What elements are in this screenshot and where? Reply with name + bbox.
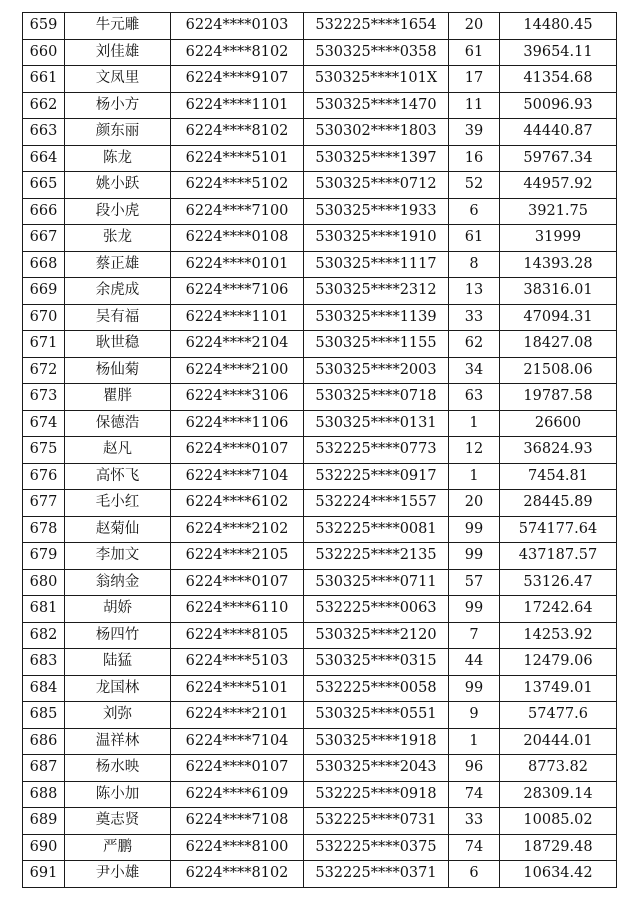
amount-cell: 18427.08 bbox=[500, 331, 617, 358]
row-number-cell: 686 bbox=[23, 728, 65, 755]
id-number-cell: 532225****0371 bbox=[304, 861, 449, 888]
bank-card-cell: 6224****5103 bbox=[171, 649, 304, 676]
count-cell: 33 bbox=[449, 808, 500, 835]
name-cell: 颜东丽 bbox=[65, 119, 171, 146]
bank-card-cell: 6224****7104 bbox=[171, 463, 304, 490]
table-row bbox=[23, 437, 617, 464]
amount-cell: 28445.89 bbox=[500, 490, 617, 517]
table-row bbox=[23, 384, 617, 411]
amount-cell: 17242.64 bbox=[500, 596, 617, 623]
id-number-cell: 532225****0773 bbox=[304, 437, 449, 464]
count-cell: 52 bbox=[449, 172, 500, 199]
table-row bbox=[23, 755, 617, 782]
id-number-cell: 530325****0718 bbox=[304, 384, 449, 411]
table-row bbox=[23, 516, 617, 543]
name-cell: 张龙 bbox=[65, 225, 171, 252]
id-number-cell: 530325****2120 bbox=[304, 622, 449, 649]
name-cell: 温祥林 bbox=[65, 728, 171, 755]
row-number-cell: 671 bbox=[23, 331, 65, 358]
bank-card-cell: 6224****7106 bbox=[171, 278, 304, 305]
name-cell: 瞿胖 bbox=[65, 384, 171, 411]
table-row bbox=[23, 781, 617, 808]
table-row bbox=[23, 728, 617, 755]
row-number-cell: 665 bbox=[23, 172, 65, 199]
row-number-cell: 690 bbox=[23, 834, 65, 861]
id-number-cell: 532225****0917 bbox=[304, 463, 449, 490]
amount-cell: 7454.81 bbox=[500, 463, 617, 490]
row-number-cell: 691 bbox=[23, 861, 65, 888]
id-number-cell: 530325****1918 bbox=[304, 728, 449, 755]
id-number-cell: 530325****1910 bbox=[304, 225, 449, 252]
row-number-cell: 664 bbox=[23, 145, 65, 172]
amount-cell: 437187.57 bbox=[500, 543, 617, 570]
bank-card-cell: 6224****2104 bbox=[171, 331, 304, 358]
row-number-cell: 678 bbox=[23, 516, 65, 543]
count-cell: 61 bbox=[449, 39, 500, 66]
row-number-cell: 675 bbox=[23, 437, 65, 464]
id-number-cell: 532224****1557 bbox=[304, 490, 449, 517]
row-number-cell: 661 bbox=[23, 66, 65, 93]
id-number-cell: 532225****0375 bbox=[304, 834, 449, 861]
id-number-cell: 530325****1155 bbox=[304, 331, 449, 358]
table-row bbox=[23, 596, 617, 623]
table-row bbox=[23, 278, 617, 305]
row-number-cell: 667 bbox=[23, 225, 65, 252]
name-cell: 严鹏 bbox=[65, 834, 171, 861]
row-number-cell: 659 bbox=[23, 13, 65, 40]
count-cell: 99 bbox=[449, 516, 500, 543]
row-number-cell: 689 bbox=[23, 808, 65, 835]
id-number-cell: 532225****0058 bbox=[304, 675, 449, 702]
bank-card-cell: 6224****0103 bbox=[171, 13, 304, 40]
name-cell: 高怀飞 bbox=[65, 463, 171, 490]
amount-cell: 13749.01 bbox=[500, 675, 617, 702]
table-row bbox=[23, 198, 617, 225]
name-cell: 尹小雄 bbox=[65, 861, 171, 888]
table-row bbox=[23, 808, 617, 835]
id-number-cell: 532225****0918 bbox=[304, 781, 449, 808]
amount-cell: 50096.93 bbox=[500, 92, 617, 119]
table-row bbox=[23, 357, 617, 384]
row-number-cell: 670 bbox=[23, 304, 65, 331]
name-cell: 毛小红 bbox=[65, 490, 171, 517]
table-row bbox=[23, 463, 617, 490]
amount-cell: 14480.45 bbox=[500, 13, 617, 40]
name-cell: 李加文 bbox=[65, 543, 171, 570]
name-cell: 杨仙菊 bbox=[65, 357, 171, 384]
bank-card-cell: 6224****0107 bbox=[171, 437, 304, 464]
id-number-cell: 532225****2135 bbox=[304, 543, 449, 570]
id-number-cell: 532225****0063 bbox=[304, 596, 449, 623]
id-number-cell: 530325****1470 bbox=[304, 92, 449, 119]
count-cell: 99 bbox=[449, 543, 500, 570]
table-row bbox=[23, 410, 617, 437]
amount-cell: 47094.31 bbox=[500, 304, 617, 331]
table-row bbox=[23, 251, 617, 278]
id-number-cell: 530325****1933 bbox=[304, 198, 449, 225]
table-row bbox=[23, 172, 617, 199]
name-cell: 赵凡 bbox=[65, 437, 171, 464]
amount-cell: 20444.01 bbox=[500, 728, 617, 755]
bank-card-cell: 6224****1101 bbox=[171, 304, 304, 331]
bank-card-cell: 6224****2101 bbox=[171, 702, 304, 729]
count-cell: 74 bbox=[449, 834, 500, 861]
row-number-cell: 674 bbox=[23, 410, 65, 437]
row-number-cell: 676 bbox=[23, 463, 65, 490]
table-row bbox=[23, 304, 617, 331]
id-number-cell: 530325****0712 bbox=[304, 172, 449, 199]
count-cell: 17 bbox=[449, 66, 500, 93]
bank-card-cell: 6224****5101 bbox=[171, 145, 304, 172]
name-cell: 杨水映 bbox=[65, 755, 171, 782]
row-number-cell: 669 bbox=[23, 278, 65, 305]
bank-card-cell: 6224****9107 bbox=[171, 66, 304, 93]
count-cell: 1 bbox=[449, 728, 500, 755]
amount-cell: 31999 bbox=[500, 225, 617, 252]
count-cell: 39 bbox=[449, 119, 500, 146]
count-cell: 20 bbox=[449, 490, 500, 517]
row-number-cell: 662 bbox=[23, 92, 65, 119]
id-number-cell: 530325****2312 bbox=[304, 278, 449, 305]
amount-cell: 28309.14 bbox=[500, 781, 617, 808]
id-number-cell: 530325****0551 bbox=[304, 702, 449, 729]
bank-card-cell: 6224****0108 bbox=[171, 225, 304, 252]
id-number-cell: 530325****101X bbox=[304, 66, 449, 93]
id-number-cell: 532225****0731 bbox=[304, 808, 449, 835]
bank-card-cell: 6224****1106 bbox=[171, 410, 304, 437]
id-number-cell: 530325****0315 bbox=[304, 649, 449, 676]
name-cell: 余虎成 bbox=[65, 278, 171, 305]
bank-card-cell: 6224****2102 bbox=[171, 516, 304, 543]
bank-card-cell: 6224****0101 bbox=[171, 251, 304, 278]
name-cell: 陈小加 bbox=[65, 781, 171, 808]
bank-card-cell: 6224****8102 bbox=[171, 119, 304, 146]
name-cell: 姚小跃 bbox=[65, 172, 171, 199]
amount-cell: 38316.01 bbox=[500, 278, 617, 305]
count-cell: 99 bbox=[449, 596, 500, 623]
row-number-cell: 685 bbox=[23, 702, 65, 729]
row-number-cell: 663 bbox=[23, 119, 65, 146]
row-number-cell: 666 bbox=[23, 198, 65, 225]
count-cell: 11 bbox=[449, 92, 500, 119]
count-cell: 1 bbox=[449, 410, 500, 437]
amount-cell: 36824.93 bbox=[500, 437, 617, 464]
name-cell: 吴有福 bbox=[65, 304, 171, 331]
count-cell: 33 bbox=[449, 304, 500, 331]
name-cell: 胡娇 bbox=[65, 596, 171, 623]
name-cell: 刘佳雄 bbox=[65, 39, 171, 66]
payment-roster-table bbox=[22, 12, 617, 888]
bank-card-cell: 6224****5102 bbox=[171, 172, 304, 199]
table-row bbox=[23, 569, 617, 596]
table-row bbox=[23, 490, 617, 517]
name-cell: 翁纳金 bbox=[65, 569, 171, 596]
amount-cell: 41354.68 bbox=[500, 66, 617, 93]
name-cell: 耿世稳 bbox=[65, 331, 171, 358]
id-number-cell: 530302****1803 bbox=[304, 119, 449, 146]
table-row bbox=[23, 225, 617, 252]
row-number-cell: 660 bbox=[23, 39, 65, 66]
row-number-cell: 680 bbox=[23, 569, 65, 596]
count-cell: 62 bbox=[449, 331, 500, 358]
amount-cell: 14253.92 bbox=[500, 622, 617, 649]
id-number-cell: 532225****0081 bbox=[304, 516, 449, 543]
bank-card-cell: 6224****6110 bbox=[171, 596, 304, 623]
name-cell: 龙国林 bbox=[65, 675, 171, 702]
row-number-cell: 688 bbox=[23, 781, 65, 808]
name-cell: 牛元雕 bbox=[65, 13, 171, 40]
id-number-cell: 530325****2043 bbox=[304, 755, 449, 782]
amount-cell: 26600 bbox=[500, 410, 617, 437]
amount-cell: 44957.92 bbox=[500, 172, 617, 199]
row-number-cell: 679 bbox=[23, 543, 65, 570]
name-cell: 刘弥 bbox=[65, 702, 171, 729]
bank-card-cell: 6224****8100 bbox=[171, 834, 304, 861]
count-cell: 74 bbox=[449, 781, 500, 808]
count-cell: 63 bbox=[449, 384, 500, 411]
name-cell: 文凤里 bbox=[65, 66, 171, 93]
table-row bbox=[23, 145, 617, 172]
row-number-cell: 681 bbox=[23, 596, 65, 623]
bank-card-cell: 6224****8102 bbox=[171, 39, 304, 66]
bank-card-cell: 6224****6102 bbox=[171, 490, 304, 517]
name-cell: 杨小方 bbox=[65, 92, 171, 119]
bank-card-cell: 6224****7100 bbox=[171, 198, 304, 225]
name-cell: 杨四竹 bbox=[65, 622, 171, 649]
name-cell: 陈龙 bbox=[65, 145, 171, 172]
count-cell: 7 bbox=[449, 622, 500, 649]
name-cell: 蔡正雄 bbox=[65, 251, 171, 278]
name-cell: 奠志贤 bbox=[65, 808, 171, 835]
bank-card-cell: 6224****0107 bbox=[171, 569, 304, 596]
table-row bbox=[23, 702, 617, 729]
table-row bbox=[23, 13, 617, 40]
table-row bbox=[23, 66, 617, 93]
table-row bbox=[23, 331, 617, 358]
table-row bbox=[23, 649, 617, 676]
amount-cell: 59767.34 bbox=[500, 145, 617, 172]
table-body bbox=[23, 13, 617, 888]
amount-cell: 18729.48 bbox=[500, 834, 617, 861]
bank-card-cell: 6224****2105 bbox=[171, 543, 304, 570]
id-number-cell: 530325****0711 bbox=[304, 569, 449, 596]
bank-card-cell: 6224****2100 bbox=[171, 357, 304, 384]
row-number-cell: 682 bbox=[23, 622, 65, 649]
id-number-cell: 532225****1654 bbox=[304, 13, 449, 40]
bank-card-cell: 6224****0107 bbox=[171, 755, 304, 782]
bank-card-cell: 6224****7108 bbox=[171, 808, 304, 835]
id-number-cell: 530325****1139 bbox=[304, 304, 449, 331]
count-cell: 34 bbox=[449, 357, 500, 384]
id-number-cell: 530325****1117 bbox=[304, 251, 449, 278]
amount-cell: 12479.06 bbox=[500, 649, 617, 676]
amount-cell: 53126.47 bbox=[500, 569, 617, 596]
name-cell: 段小虎 bbox=[65, 198, 171, 225]
id-number-cell: 530325****2003 bbox=[304, 357, 449, 384]
table-row bbox=[23, 119, 617, 146]
bank-card-cell: 6224****8105 bbox=[171, 622, 304, 649]
count-cell: 6 bbox=[449, 198, 500, 225]
table-row bbox=[23, 622, 617, 649]
row-number-cell: 687 bbox=[23, 755, 65, 782]
row-number-cell: 668 bbox=[23, 251, 65, 278]
row-number-cell: 684 bbox=[23, 675, 65, 702]
count-cell: 96 bbox=[449, 755, 500, 782]
table-row bbox=[23, 675, 617, 702]
amount-cell: 10634.42 bbox=[500, 861, 617, 888]
count-cell: 9 bbox=[449, 702, 500, 729]
amount-cell: 574177.64 bbox=[500, 516, 617, 543]
amount-cell: 10085.02 bbox=[500, 808, 617, 835]
amount-cell: 3921.75 bbox=[500, 198, 617, 225]
amount-cell: 44440.87 bbox=[500, 119, 617, 146]
table-row bbox=[23, 834, 617, 861]
bank-card-cell: 6224****1101 bbox=[171, 92, 304, 119]
amount-cell: 21508.06 bbox=[500, 357, 617, 384]
row-number-cell: 683 bbox=[23, 649, 65, 676]
name-cell: 保德浩 bbox=[65, 410, 171, 437]
id-number-cell: 530325****0131 bbox=[304, 410, 449, 437]
count-cell: 44 bbox=[449, 649, 500, 676]
amount-cell: 19787.58 bbox=[500, 384, 617, 411]
count-cell: 1 bbox=[449, 463, 500, 490]
count-cell: 13 bbox=[449, 278, 500, 305]
bank-card-cell: 6224****5101 bbox=[171, 675, 304, 702]
row-number-cell: 677 bbox=[23, 490, 65, 517]
row-number-cell: 672 bbox=[23, 357, 65, 384]
bank-card-cell: 6224****8102 bbox=[171, 861, 304, 888]
amount-cell: 39654.11 bbox=[500, 39, 617, 66]
id-number-cell: 530325****0358 bbox=[304, 39, 449, 66]
count-cell: 20 bbox=[449, 13, 500, 40]
count-cell: 16 bbox=[449, 145, 500, 172]
count-cell: 6 bbox=[449, 861, 500, 888]
row-number-cell: 673 bbox=[23, 384, 65, 411]
table-row bbox=[23, 861, 617, 888]
table-row bbox=[23, 92, 617, 119]
count-cell: 8 bbox=[449, 251, 500, 278]
amount-cell: 14393.28 bbox=[500, 251, 617, 278]
table-row bbox=[23, 39, 617, 66]
id-number-cell: 530325****1397 bbox=[304, 145, 449, 172]
count-cell: 12 bbox=[449, 437, 500, 464]
name-cell: 赵菊仙 bbox=[65, 516, 171, 543]
bank-card-cell: 6224****6109 bbox=[171, 781, 304, 808]
amount-cell: 57477.6 bbox=[500, 702, 617, 729]
count-cell: 57 bbox=[449, 569, 500, 596]
name-cell: 陆猛 bbox=[65, 649, 171, 676]
count-cell: 99 bbox=[449, 675, 500, 702]
count-cell: 61 bbox=[449, 225, 500, 252]
table-row bbox=[23, 543, 617, 570]
amount-cell: 8773.82 bbox=[500, 755, 617, 782]
bank-card-cell: 6224****3106 bbox=[171, 384, 304, 411]
bank-card-cell: 6224****7104 bbox=[171, 728, 304, 755]
